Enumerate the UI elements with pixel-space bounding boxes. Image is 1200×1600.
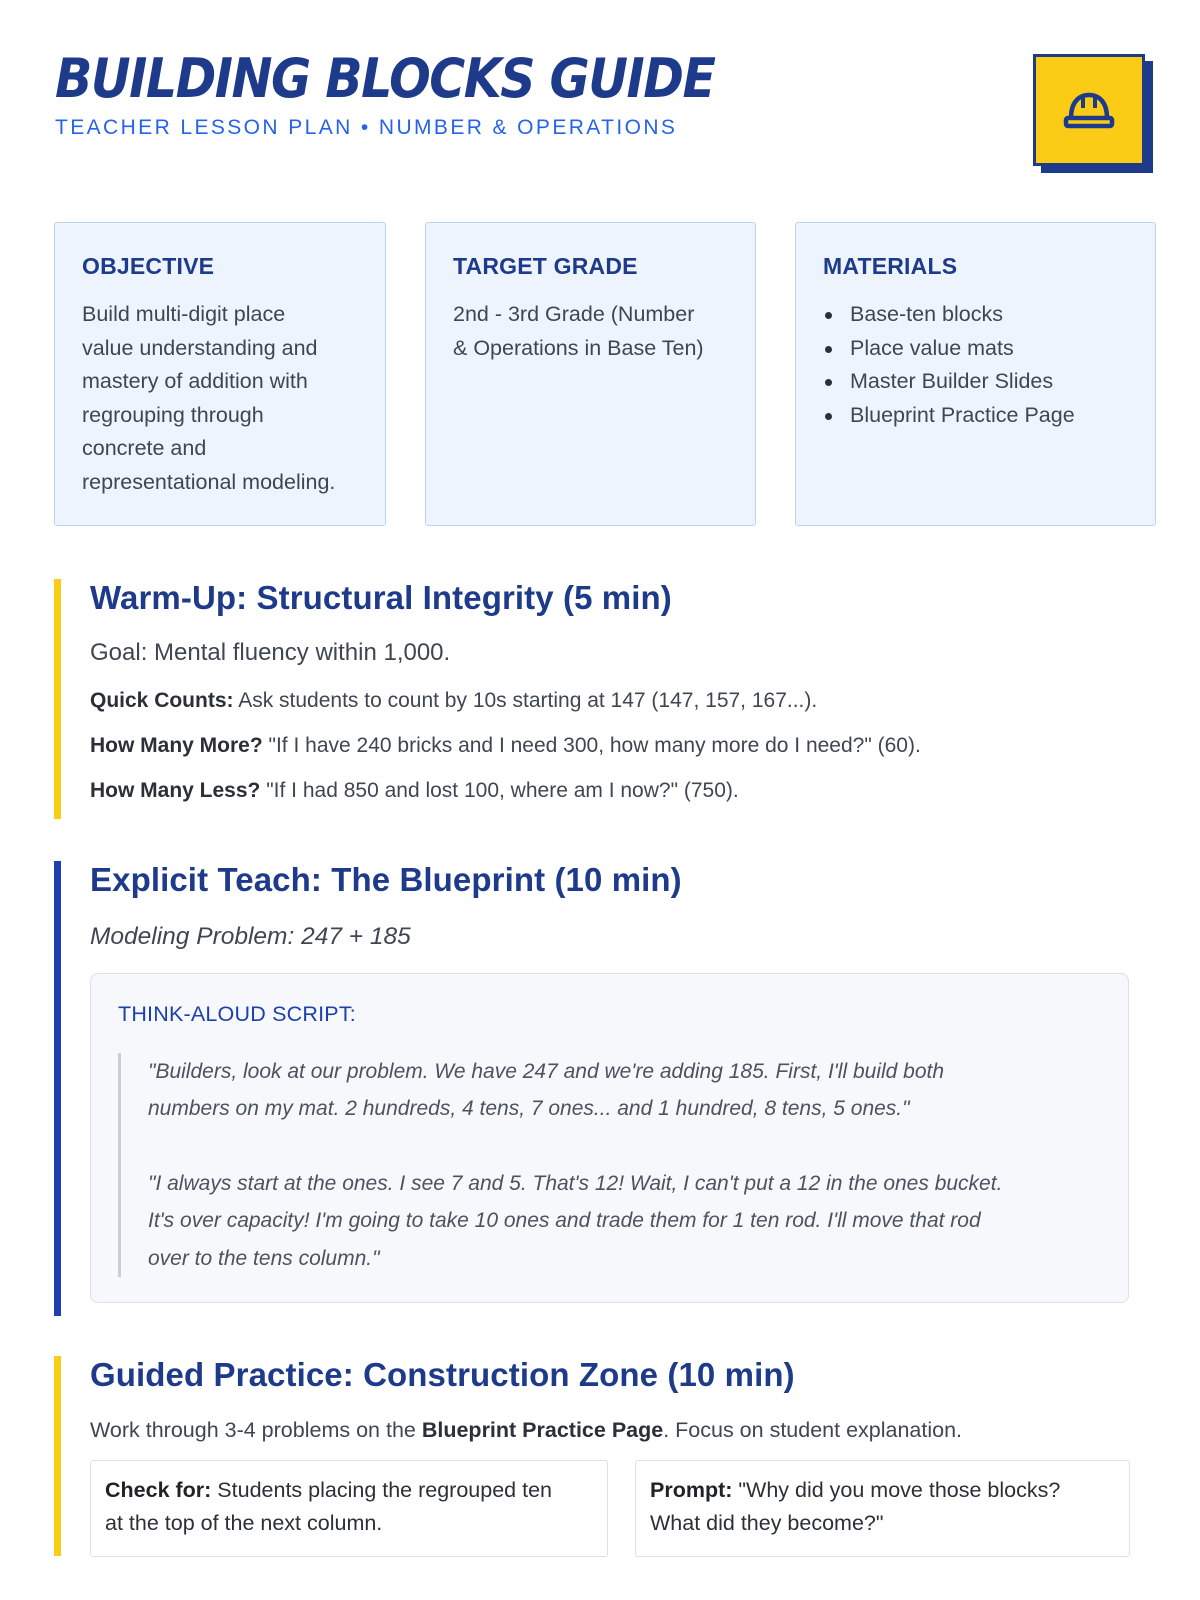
warmup-section [54,579,921,819]
modeling-problem: Modeling Problem: 247 + 185 [90,922,411,950]
guided-section [54,1356,1130,1556]
quote-paragraph: "Builders, look at our problem. We have 247 and we're adding 185. First, I'll build both numbers on my mat. 2 hundreds, 4 tens, 7 ones... and 1 hundred, 8 tens, 5 ones." [148,1059,945,1121]
objective-title: OBJECTIVE [82,253,215,279]
list-item: Master Builder Slides [823,365,1129,399]
materials-card [795,222,1156,526]
grade-text: 2nd - 3rd Grade (Number & Operations in Base Ten) [453,302,704,360]
warmup-item: How Many Less? "If I had 850 and lost 100, where am I now?" (750). [90,779,739,803]
materials-title: MATERIALS [823,253,958,279]
info-cards [54,222,1156,526]
guided-title: Guided Practice: Construction Zone (10 min) [90,1356,795,1393]
materials-list [823,298,1129,432]
page-header [55,47,1155,182]
teach-section [54,861,1129,1316]
list-item: Blueprint Practice Page [823,399,1129,433]
warmup-item: Quick Counts: Ask students to count by 10s starting at 147 (147, 157, 167...). [90,688,818,712]
guided-boxes [90,1460,1130,1557]
objective-text: Build multi-digit place value understanding and mastery of addition with regrouping through concrete and representational modeling. [82,302,336,494]
list-item: Place value mats [823,332,1129,366]
guided-text: Work through 3-4 problems on the Blueprint Practice Page. Focus on student explanation. [90,1417,963,1442]
logo-badge [1033,54,1145,166]
warmup-item: How Many More? "If I have 240 bricks and I need 300, how many more do I need?" (60). [90,734,921,758]
warmup-goal: Goal: Mental fluency within 1,000. [90,638,451,666]
quote-paragraph: "I always start at the ones. I see 7 and 5. That's 12! Wait, I can't put a 12 in the ones bucket. It's over capacity! I'm going to take 10 ones and trade them for 1 ten rod. I'll move that rod over to the tens column." [148,1171,1003,1270]
page-title: BUILDING BLOCKS GUIDE [55,47,715,111]
prompt-box: Prompt: "Why did you move those blocks? What did they become?" [635,1460,1130,1557]
grade-card [425,222,756,526]
check-for-box: Check for: Students placing the regrouped ten at the top of the next column. [90,1460,608,1557]
warmup-title: Warm-Up: Structural Integrity (5 min) [90,579,672,616]
hard-hat-icon [1063,88,1115,132]
page-subtitle: TEACHER LESSON PLAN • NUMBER & OPERATIONS [55,116,678,139]
think-aloud-box [90,973,1129,1303]
script-title: THINK-ALOUD SCRIPT: [118,1001,356,1026]
grade-title: TARGET GRADE [453,253,638,279]
think-aloud-quote [118,1053,1101,1278]
objective-card [54,222,386,526]
list-item: Base-ten blocks [823,298,1129,332]
teach-title: Explicit Teach: The Blueprint (10 min) [90,861,682,898]
